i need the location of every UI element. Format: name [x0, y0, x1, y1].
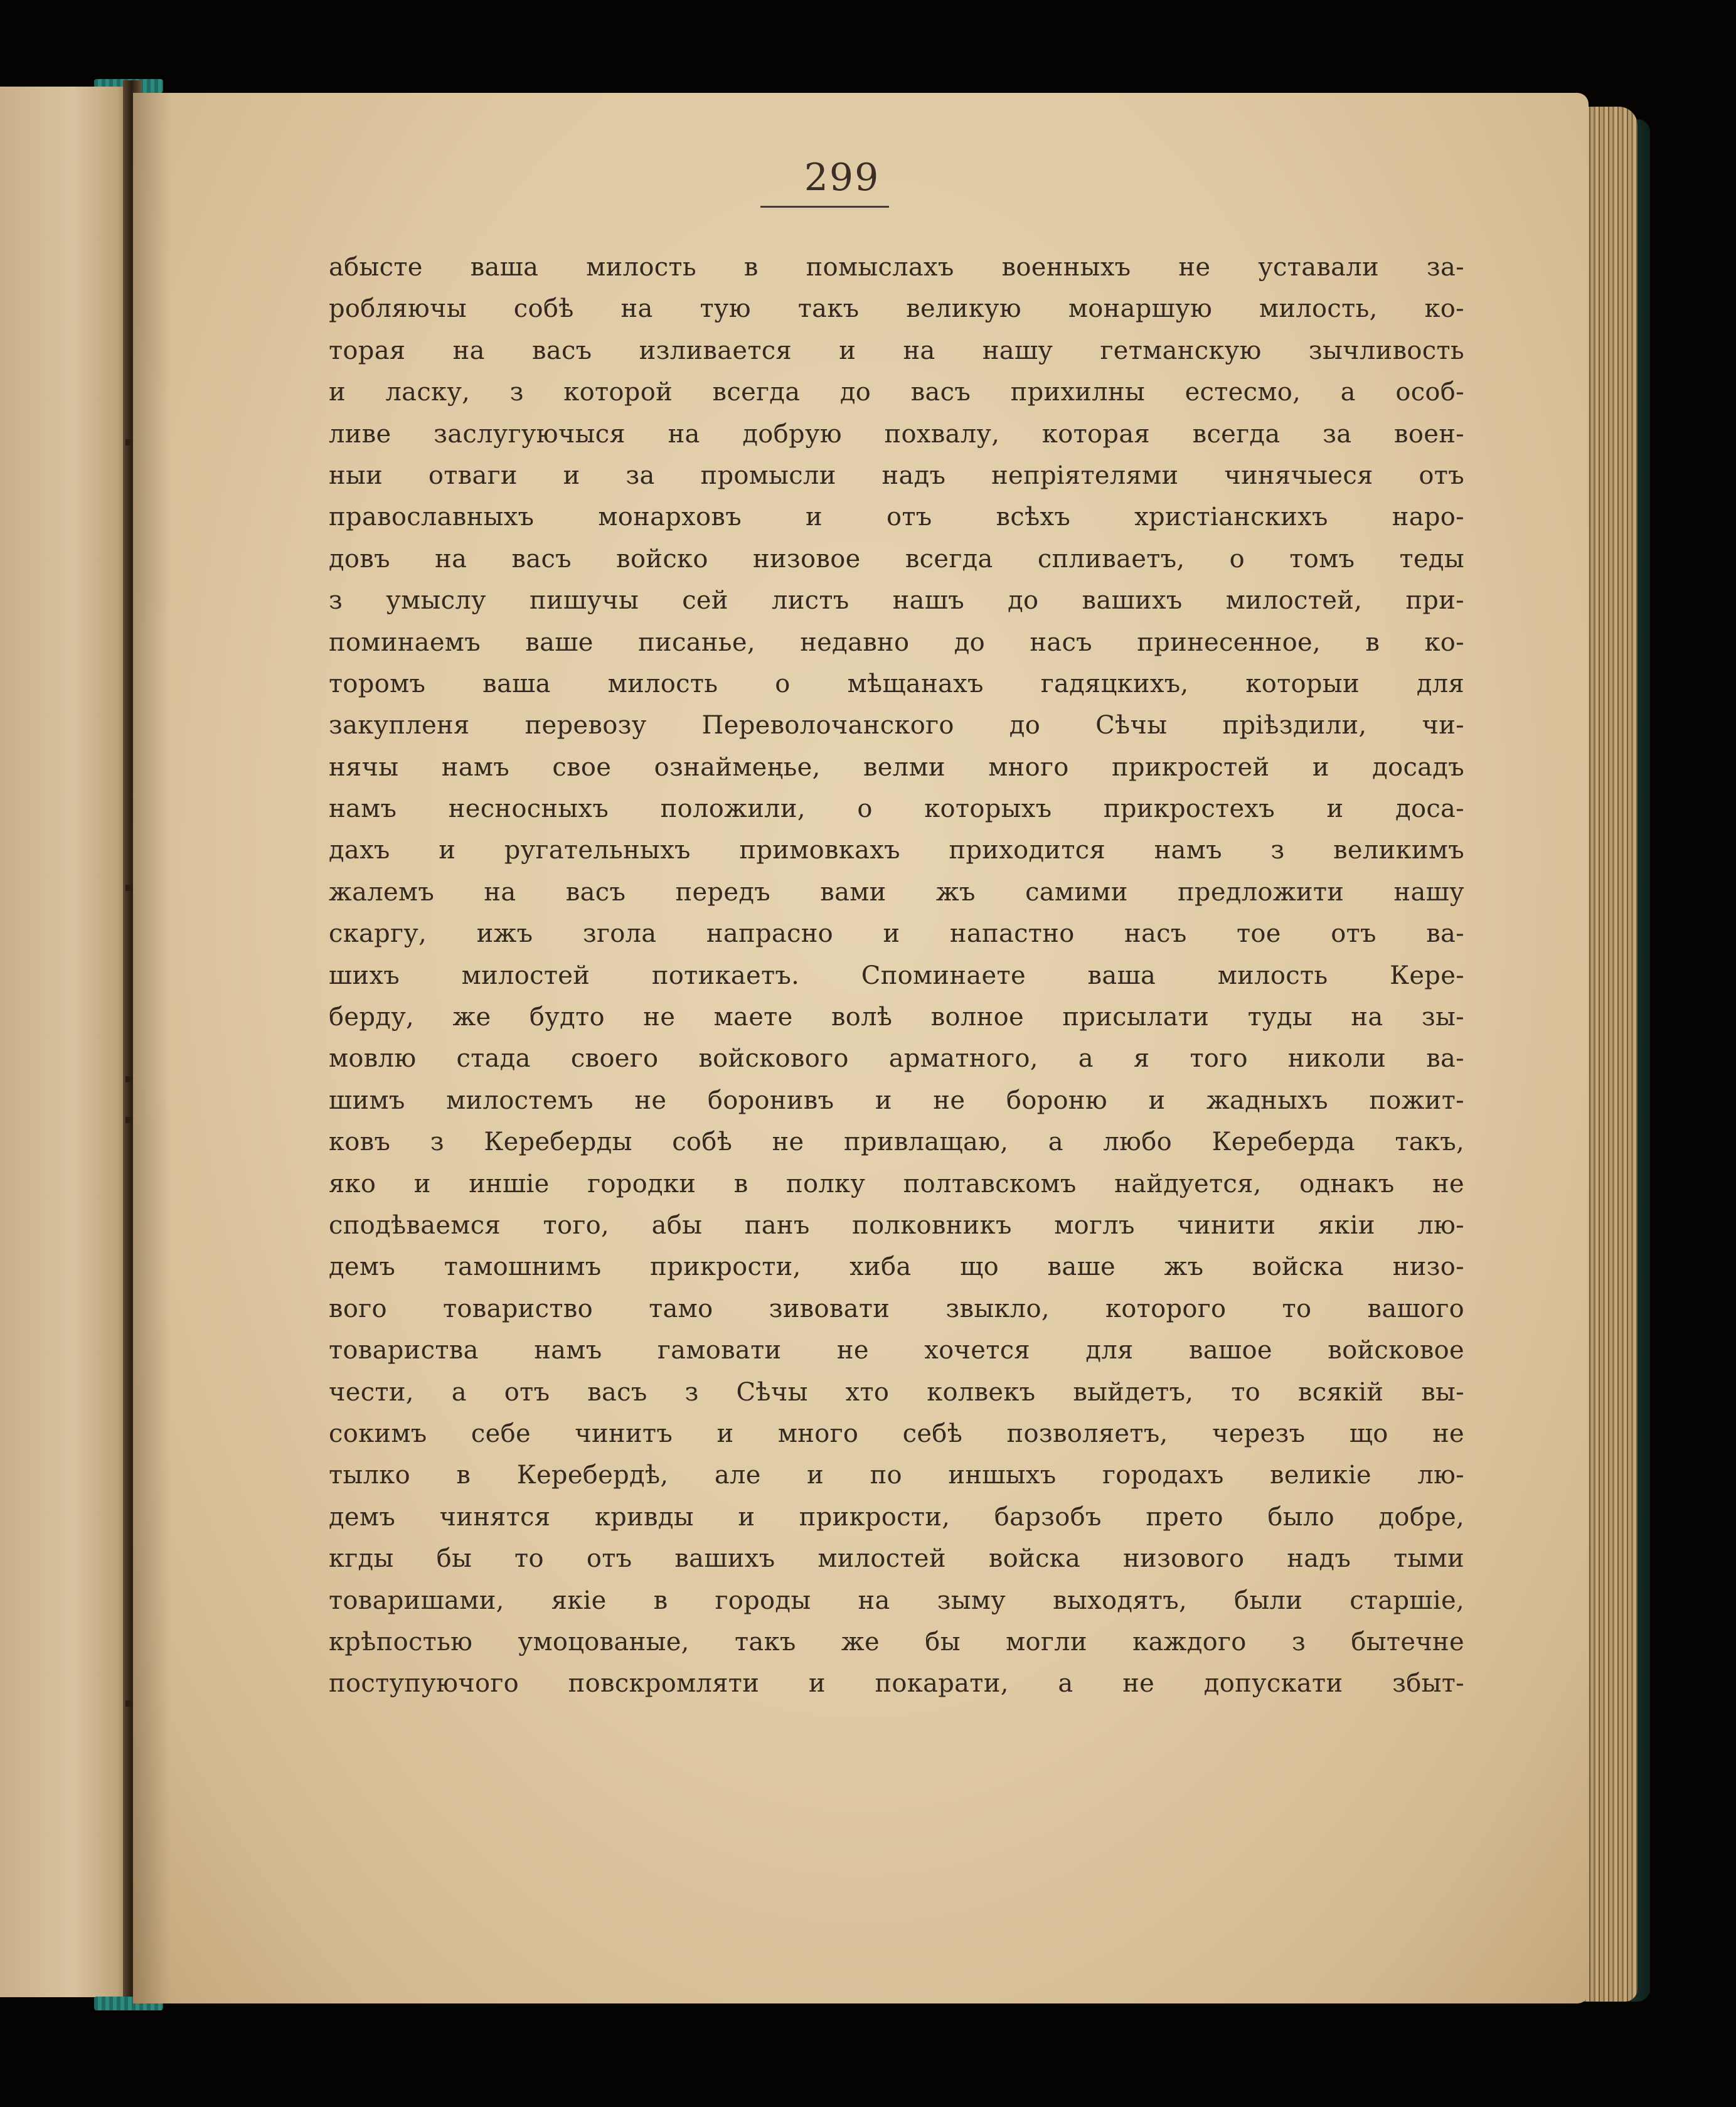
text-line: шихъ милостей потикаетъ. Споминаете ваша милость Кере-	[329, 961, 1464, 990]
text-line: дахъ и ругательныхъ примовкахъ приходится намъ з великимъ	[329, 836, 1464, 865]
text-line: поступуючого повскромляти и покарати, а не допускати збыт-	[329, 1669, 1464, 1699]
text-line: яко и иншіе городки в полку полтавскомъ найдуется, однакъ не	[329, 1169, 1464, 1198]
text-line: демъ чинятся кривды и прикрости, барзобъ прето было добре,	[329, 1502, 1464, 1532]
text-line: робляючы собѣ на тую такъ великую монаршую милость, ко-	[329, 294, 1464, 324]
text-line: абысте ваша милость в помыслахъ военныхъ не уставали за-	[329, 253, 1464, 282]
right-page	[133, 93, 1589, 2003]
text-line: сокимъ себе чинитъ и много себѣ позволяетъ, черезъ що не	[329, 1419, 1464, 1448]
text-line: намъ несносныхъ положили, о которыхъ прикростехъ и доса-	[329, 794, 1464, 824]
text-line: торомъ ваша милость о мѣщанахъ гадяцкихъ, которыи для	[329, 669, 1464, 698]
text-line: демъ тамошнимъ прикрости, хиба що ваше жъ войска низо-	[329, 1252, 1464, 1282]
text-line: товариства намъ гамовати не хочется для вашое войсковое	[329, 1336, 1464, 1365]
text-line: чести, а отъ васъ з Сѣчы хто колвекъ выйдетъ, то всякій вы-	[329, 1377, 1464, 1407]
text-line: тылко в Керебердѣ, але и по иншыхъ городахъ великіе лю-	[329, 1461, 1464, 1490]
text-line: жалемъ на васъ передъ вами жъ самими предложити нашу	[329, 877, 1464, 907]
page-number-rule	[760, 206, 889, 208]
text-line: крѣпостью умоцованые, такъ же бы могли каждого з бытечне	[329, 1627, 1464, 1656]
page-number: 299	[804, 156, 880, 200]
text-line: мовлю стада своего войскового арматного, а я того николи ва-	[329, 1044, 1464, 1074]
text-line: берду, же будто не маете волѣ волное присылати туды на зы-	[329, 1003, 1464, 1032]
text-line: вого товариство тамо зивовати звыкло, которого то вашого	[329, 1294, 1464, 1323]
body-text	[329, 247, 1464, 1705]
text-line: довъ на васъ войско низовое всегда спливаетъ, о томъ теды	[329, 544, 1464, 573]
gutter-shadow	[133, 93, 171, 2003]
left-facing-page	[0, 87, 133, 1997]
text-line: ливе заслугуючыся на добрую похвалу, которая всегда за воен-	[329, 419, 1464, 449]
text-line: ныи отваги и за промысли надъ непріятелями чинячыеся отъ	[329, 461, 1464, 490]
text-line: нячы намъ свое ознаймеңье, велми много прикростей и досадъ	[329, 752, 1464, 782]
text-line: скаргу, ижъ згола напрасно и напастно насъ тое отъ ва-	[329, 919, 1464, 949]
text-line: сподѣваемся того, абы панъ полковникъ моглъ чинити якіи лю-	[329, 1210, 1464, 1240]
text-line: шимъ милостемъ не боронивъ и не бороню и жадныхъ пожит-	[329, 1086, 1464, 1115]
text-line: товаришами, якіе в городы на зыму выходятъ, были старшіе,	[329, 1586, 1464, 1615]
text-line: и ласку, з которой всегда до васъ прихилны естесмо, а особ-	[329, 378, 1464, 407]
text-line: ковъ з Кереберды собѣ не привлащаю, а любо Кереберда такъ,	[329, 1128, 1464, 1157]
text-line: закупленя перевозу Переволочанского до Сѣчы пріѣздили, чи-	[329, 711, 1464, 740]
text-line: поминаемъ ваше писанье, недавно до насъ принесенное, в ко-	[329, 627, 1464, 657]
text-line: православныхъ монарховъ и отъ всѣхъ христіанскихъ наро-	[329, 503, 1464, 532]
text-line: торая на васъ изливается и на нашу гетманскую зычливость	[329, 336, 1464, 365]
text-line: з умыслу пишучы сей листъ нашъ до вашихъ милостей, при-	[329, 586, 1464, 616]
text-line: кгды бы то отъ вашихъ милостей войска низового надъ тыми	[329, 1544, 1464, 1574]
